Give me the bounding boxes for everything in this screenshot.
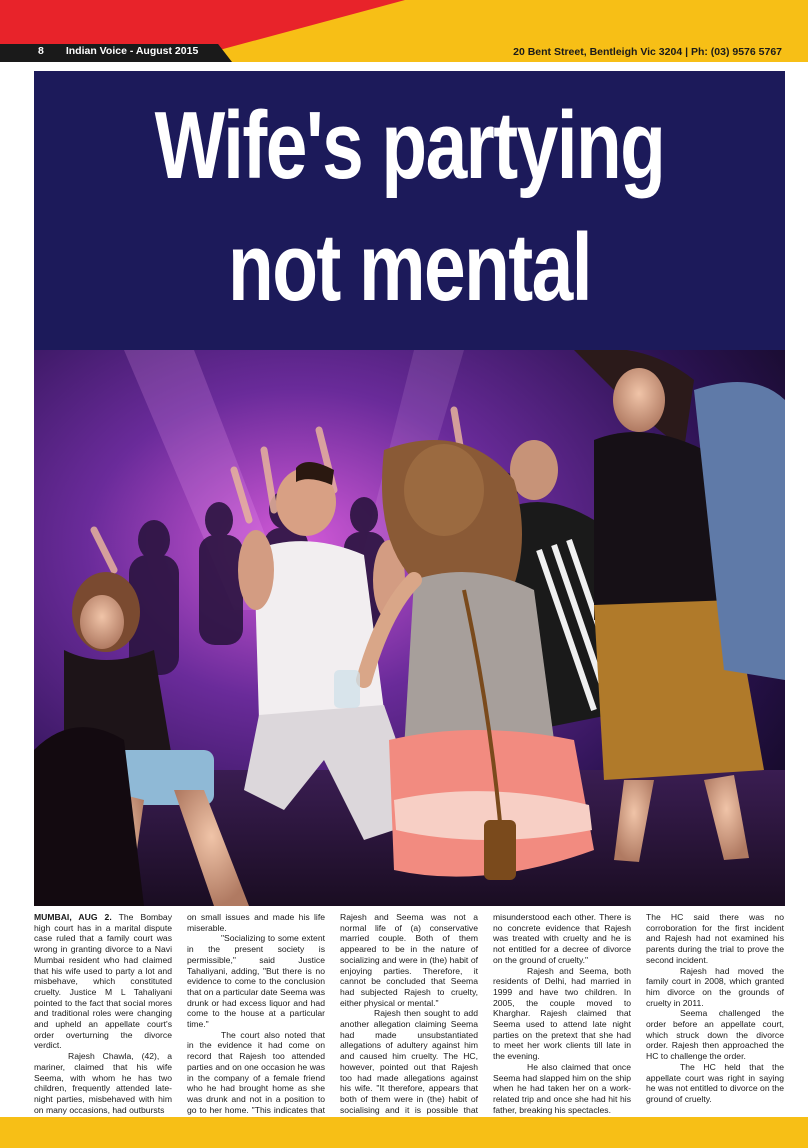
article-paragraph: Seema challenged the order before an appellate court, which struck down the divorce order. Rajesh then approached the HC to challenge the order.	[646, 1008, 784, 1062]
article-paragraph: Rajesh then sought to add another allegation claiming Seema had made unsubstantiated allegations of adultery against him and caused him cruelty. The HC, however, pointed out that Rajesh too had made allegations against his wife. "It therefore, appears that both of them were in (the) habit of socialising and it is possible that	[340, 1008, 478, 1115]
article-paragraph: The HC said there was no corroboration for the first incident and Rajesh had not examined his parents during the trial to prove the second incident.	[646, 912, 784, 965]
article-column-3	[340, 912, 478, 1126]
article-paragraph: Rajesh Chawla, (42), a mariner, claimed that his wife Seema, with whom he has two children, frequently attended late-night parties, misbehaved with him on many occasions, had outbursts	[34, 1051, 172, 1115]
page-number: 8	[38, 45, 44, 57]
headline-line-1: Wife's partying	[154, 92, 665, 199]
article-paragraph: Rajesh and Seema was not a normal life of (a) conservative married couple. Both of them appeared to be in the nature of socializing and were in (the) habit of enjoying parties. Therefore, it cannot be concluded that Seema had subjected Rajesh to cruelty, either physical or mental."	[340, 912, 478, 1008]
article-paragraph: The court also noted that in the evidence it had come on record that Rajesh too attended parties and on one occasion he was in the company of a female friend who he had brought home as she was drunk and not in a position to go to her home. "This indicates that	[187, 1029, 325, 1115]
article-paragraph: "Socializing to some extent in the present society is permissible," said Justice Tahaliyani, adding, "But there is no evidence to come to the conclusion that on a particular date Seema was drunk or had excess liquor and had come to the house at a particular time."	[187, 933, 325, 1030]
article-paragraph: on small issues and made his life miserable.	[187, 912, 325, 933]
dateline: MUMBAI, AUG 2.	[34, 912, 112, 922]
article-paragraph: Rajesh had moved the family court in 2008, which granted him divorce on the grounds of cruelty in 2011.	[646, 965, 784, 1008]
article-paragraph: Rajesh and Seema, both residents of Delhi, had married in 1999 and have two children. In 2005, the couple moved to Kharghar. Rajesh claimed that Seema used to attend late night parties on the pretext that she had to meet her work clients till late in the evening.	[493, 965, 631, 1062]
header-bar	[0, 0, 808, 62]
article-column-4	[493, 912, 631, 1115]
header-publication	[38, 45, 198, 57]
article-column-2	[187, 912, 325, 1126]
headline-box	[34, 71, 785, 350]
article-column-5	[646, 912, 784, 1105]
article-paragraph: misunderstood each other. There is no concrete evidence that Rajesh was treated with cruelty and he is not entitled for a decree of divorce on the ground of cruelty."	[493, 912, 631, 965]
article-body	[34, 912, 785, 1115]
headline-line-2: not mental	[228, 214, 591, 321]
article-paragraph: MUMBAI, AUG 2. The Bombay high court has in a marital dispute case ruled that a family court was wrong in granting divorce to a Navi Mumbai resident who had claimed that his wife used to party a lot and misbehave, which constituted cruelty. Justice M L Tahaliyani pointed to the fact that social mores and traditional roles were changing and upheld an appellate court's order overturning the divorce verdict.	[34, 912, 172, 1051]
article-column-1	[34, 912, 172, 1115]
article-paragraph: He also claimed that once Seema had slapped him on the ship when he had taken her on a work-related trip and once she had hit his father, breaking his spectacles.	[493, 1061, 631, 1115]
publication-name: Indian Voice - August 2015	[65, 45, 199, 57]
party-photo	[34, 350, 785, 906]
footer-bar	[0, 1117, 808, 1148]
article-paragraph: The HC held that the appellate court was right in saying he was not entitled to divorce on the ground of cruelty.	[646, 1061, 784, 1104]
header-contact: 20 Bent Street, Bentleigh Vic 3204 | Ph: (03) 9576 5767	[513, 46, 782, 58]
